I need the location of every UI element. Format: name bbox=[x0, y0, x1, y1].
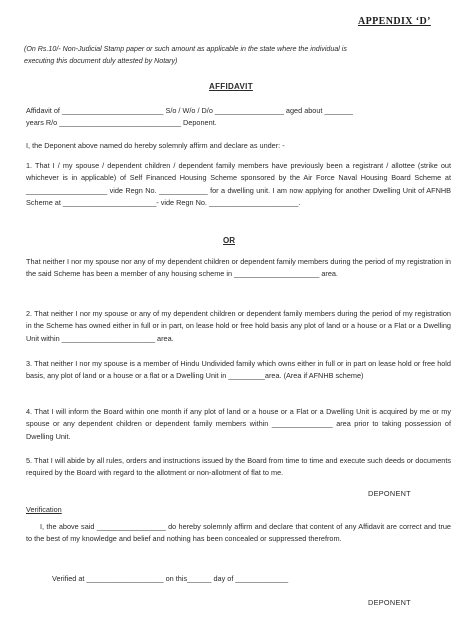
or-separator: OR bbox=[223, 236, 235, 245]
verified-at-line: Verified at ___________________ on this______ day of _____________ bbox=[52, 574, 289, 583]
clause-2: 2. That neither I nor my spouse or any of my dependent children or dependent family members during the period of my registration in the Scheme has owned either in full or in part, on lease hold or free hold basis any plot of land or a house or a Flat or a Dwelling Unit within _______________________ area. bbox=[26, 309, 451, 343]
clause-3: 3. That neither I nor my spouse is a member of Hindu Undivided family which owns either in full or in part on lease hold or free hold basis, any plot of land or a house or a flat or a Dwelling Unit in _________area. (Area if AFNHB scheme) bbox=[26, 359, 451, 381]
stamp-paper-note-line-1: (On Rs.10/- Non-Judicial Stamp paper or such amount as applicable in the state where the individual is bbox=[24, 45, 347, 53]
declaration-intro: I, the Deponent above named do hereby solemnly affirm and declare as under: - bbox=[26, 141, 285, 150]
verification-heading: Verification bbox=[26, 505, 62, 514]
stamp-paper-note bbox=[24, 43, 347, 67]
affidavit-title: AFFIDAVIT bbox=[209, 82, 253, 91]
deponent-verification-label: DEPONENT bbox=[368, 598, 411, 607]
clause-5: 5. That I will abide by all rules, orders and instructions issued by the Board from time to time and execute such deeds or documents required by the Board with regard to the allotment or non-allotment of flat to me. bbox=[26, 456, 451, 478]
residence-line: years R/o ______________________________ Deponent. bbox=[26, 118, 217, 127]
clause-or: That neither I nor my spouse nor any of my dependent children or dependent family members during the period of my registration in the said Scheme has been a member of any housing scheme in _____________________ area. bbox=[26, 257, 451, 279]
verification-statement: I, the above said _________________ do hereby solemnly affirm and declare that content of any Affidavit are correct and true to the best of my knowledge and belief and nothing has been concealed or suppressed therefrom. bbox=[26, 522, 451, 544]
affidavit-of-line: Affidavit of _________________________ S/o / W/o / D/o _________________ aged about _______ bbox=[26, 106, 353, 115]
deponent-signature-label: DEPONENT bbox=[368, 489, 411, 498]
clause-4: 4. That I will inform the Board within one month if any plot of land or a house or a Flat or a Dwelling Unit is acquired by me or my spouse or any dependent children or dependent family members within _______________ area prior to taking possession of Dwelling Unit. bbox=[26, 407, 451, 441]
clause-1: 1. That I / my spouse / dependent children / dependent family members have previously been a registrant / allottee (strike out whichever is in applicable) of Self Financed Housing Scheme sponsored by the Air Force Naval Housing Board Scheme at ____________________ vide Regn No. ____________ for a dwelling unit. I am now applying for another Dwelling Unit of AFNHB Scheme at _______________________- vide Regn No. ______________________. bbox=[26, 161, 451, 207]
stamp-paper-note-line-2: executing this document duly attested by Notary) bbox=[24, 57, 178, 65]
appendix-heading: APPENDIX ‘D’ bbox=[358, 16, 431, 27]
